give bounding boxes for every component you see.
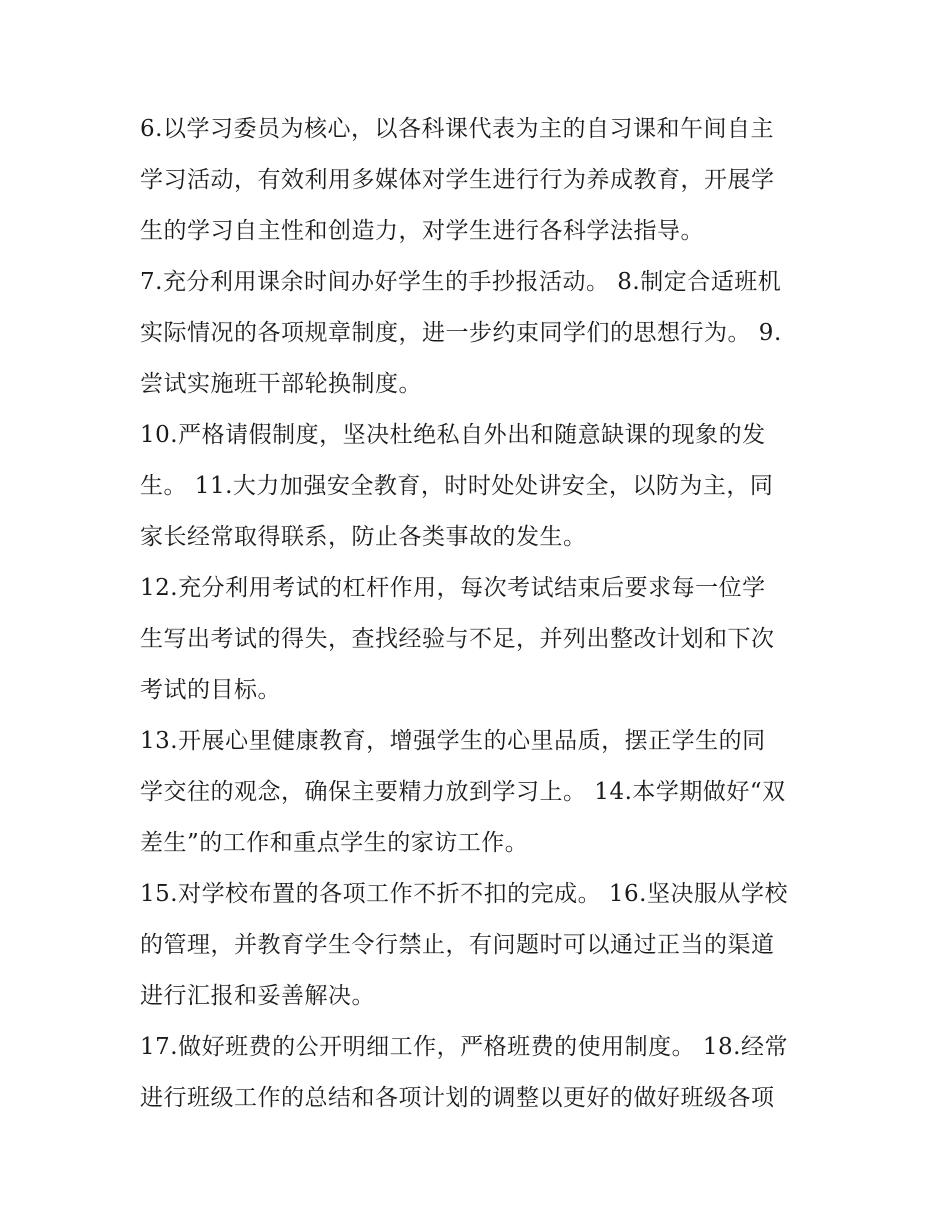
paragraph-items-10-11 xyxy=(140,410,820,563)
paragraph-item-12 xyxy=(140,563,820,716)
text-line: 10.严格请假制度，坚决杜绝私自外出和随意缺课的现象的发 xyxy=(140,422,766,448)
text-line: 13.开展心里健康教育，增强学生的心里品质，摆正学生的同 xyxy=(140,728,766,754)
text-line: 生。 11.大力加强安全教育，时时处处讲安全，以防为主，同 xyxy=(140,473,774,499)
text-line: 家长经常取得联系，防止各类事故的发生。 xyxy=(140,524,587,550)
text-line: 考试的目标。 xyxy=(140,677,281,703)
paragraph-item-6 xyxy=(140,104,820,257)
text-line: 生的学习自主性和创造力，对学生进行各科学法指导。 xyxy=(140,218,704,244)
text-line: 学交往的观念，确保主要精力放到学习上。 14.本学期做好“双 xyxy=(140,779,786,805)
text-line: 15.对学校布置的各项工作不折不扣的完成。 16.坚决服从学校 xyxy=(140,881,788,907)
text-line: 学习活动，有效利用多媒体对学生进行行为养成教育，开展学 xyxy=(140,167,775,193)
text-line: 进行汇报和妥善解决。 xyxy=(140,983,375,1009)
text-line: 差生”的工作和重点学生的家访工作。 xyxy=(140,830,529,856)
paragraph-items-15-16 xyxy=(140,869,820,1022)
document-body xyxy=(140,104,820,1124)
text-line: 尝试实施班干部轮换制度。 xyxy=(140,371,422,397)
paragraph-items-7-9 xyxy=(140,257,820,410)
text-line: 进行班级工作的总结和各项计划的调整以更好的做好班级各项 xyxy=(140,1085,775,1111)
text-line: 的管理，并教育学生令行禁止，有问题时可以通过正当的渠道 xyxy=(140,932,775,958)
text-line: 6.以学习委员为核心，以各科课代表为主的自习课和午间自主 xyxy=(140,116,774,142)
paragraph-items-13-14 xyxy=(140,716,820,869)
text-line: 17.做好班费的公开明细工作，严格班费的使用制度。 18.经常 xyxy=(140,1034,788,1060)
text-line: 生写出考试的得失，查找经验与不足，并列出整改计划和下次 xyxy=(140,626,775,652)
text-line: 实际情况的各项规章制度，进一步约束同学们的思想行为。 9. xyxy=(140,320,782,346)
text-line: 12.充分利用考试的杠杆作用，每次考试结束后要求每一位学 xyxy=(140,575,766,601)
paragraph-items-17-18 xyxy=(140,1022,820,1124)
text-line: 7.充分利用课余时间办好学生的手抄报活动。 8.制定合适班机 xyxy=(140,269,782,295)
